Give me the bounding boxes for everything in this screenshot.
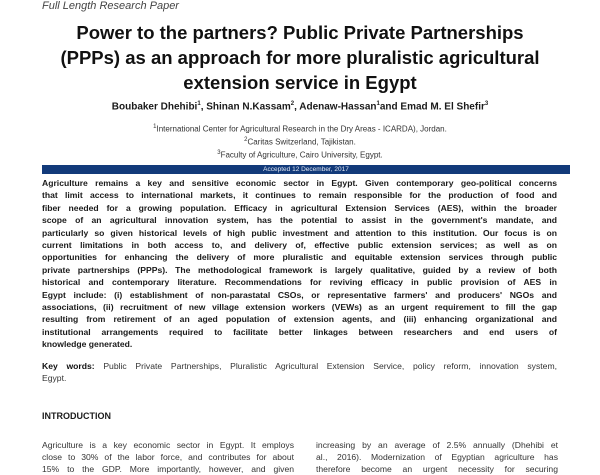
intro-column-1 [42, 439, 294, 475]
text-line: opportunities for enhancing the delivery of more pluralistic and equitable extension services through public [42, 252, 557, 263]
affiliation [0, 122, 600, 135]
author: and Emad M. El Shefir [379, 101, 485, 113]
text-line: private partnerships (PPPs). The methodological framework is largely qualitative, guided by a review of both [42, 264, 557, 275]
accepted-date-bar: Accepted 12 December, 2017 [42, 165, 570, 174]
title-line: (PPPs) as an approach for more pluralistic agricultural [60, 47, 540, 68]
text-line: al., 2016). Modernization of Egyptian agriculture has [316, 452, 558, 462]
text-line: associations, (ii) recruitment of new village extension workers (VEWs) as an urgent requirement to fill the gap [42, 302, 557, 313]
keywords-text: Public Private Partnerships, Pluralistic Agricultural Extension Service, policy reform, innovation system, [103, 361, 557, 371]
aff-sup: 1 [153, 124, 157, 130]
aff-text: International Center for Agricultural Research in the Dry Areas - ICARDA), Jordan. [156, 124, 447, 134]
article-type: Full Length Research Paper [42, 0, 179, 12]
section-heading: INTRODUCTION [42, 411, 111, 421]
author: Boubaker Dhehibi [111, 101, 198, 113]
author-sup: 1 [376, 101, 380, 107]
affiliation [0, 148, 600, 161]
author-sup: 2 [290, 101, 295, 107]
text-line: current limitations in both access to, and delivery of, effective public extension services; as well as on [42, 240, 557, 251]
aff-text: Caritas Switzerland, Tajikistan. [247, 137, 356, 147]
text-line: Agriculture is a key economic sector in Egypt. It employs [42, 440, 294, 450]
aff-text: Faculty of Agriculture, Cairo University, Egypt. [220, 150, 383, 160]
author-sup: 1 [197, 101, 201, 107]
keywords-label: Key words: [42, 361, 95, 371]
keywords-line [42, 360, 557, 372]
keywords-line: Egypt. [42, 373, 67, 384]
authors [0, 101, 600, 112]
text-line: institutional arrangements required to facilitate better linkages between researchers and end users of [42, 326, 557, 337]
author: , Shinan N.Kassam [200, 101, 291, 113]
author-sup: 3 [484, 101, 489, 107]
affiliation [0, 135, 600, 148]
text-line: resulting from retirement of an aged population of extension agents, and (iii) enhancing organizational and [42, 314, 557, 325]
paper-title [0, 20, 600, 95]
text-line: increasing by an average of 2.5% annually (Dhehibi et [316, 440, 558, 450]
text-line: fiber needed for a growing population. Efficacy in agricultural Extension Services (AES), within the broader [42, 202, 557, 213]
text-line: Egypt include: (i) establishment of non-parastatal CSOs, or representative farmers' and producers' NGOs and [42, 289, 557, 300]
text-line: particularly so given historical levels of high public investment and attention to this institution. Our focus is on [42, 227, 557, 238]
affiliations [0, 122, 600, 161]
abstract [42, 177, 557, 351]
aff-sup: 3 [217, 150, 221, 157]
intro-column-2 [316, 439, 558, 475]
author: , Adenaw-Hassan [294, 101, 377, 113]
text-line: 15% to the GDP. More importantly, however, and given [42, 464, 294, 474]
text-line: close to 30% of the labor force, and contributes for about [42, 452, 294, 462]
title-line: extension service in Egypt [183, 72, 417, 93]
text-line: scope of an agricultural innovation system, has the potential to assist in the government's mandate, and [42, 215, 557, 226]
title-line: Power to the partners? Public Private Partnerships [76, 22, 524, 43]
keywords [42, 360, 557, 385]
aff-sup: 2 [244, 137, 248, 144]
text-line: therefore become an urgent necessity for securing [316, 464, 558, 474]
text-line: knowledge generated. [42, 339, 133, 350]
text-line: that limit access to international markets, it continues to remain responsible for the production of food and [42, 190, 557, 201]
text-line: Agriculture remains a key and sensitive economic sector in Egypt. Given contemporary geo-political concerns [42, 178, 557, 188]
text-line: historical and contemporary literature. Recommendations for reviving efficacy in public provision of AES in [42, 277, 557, 288]
